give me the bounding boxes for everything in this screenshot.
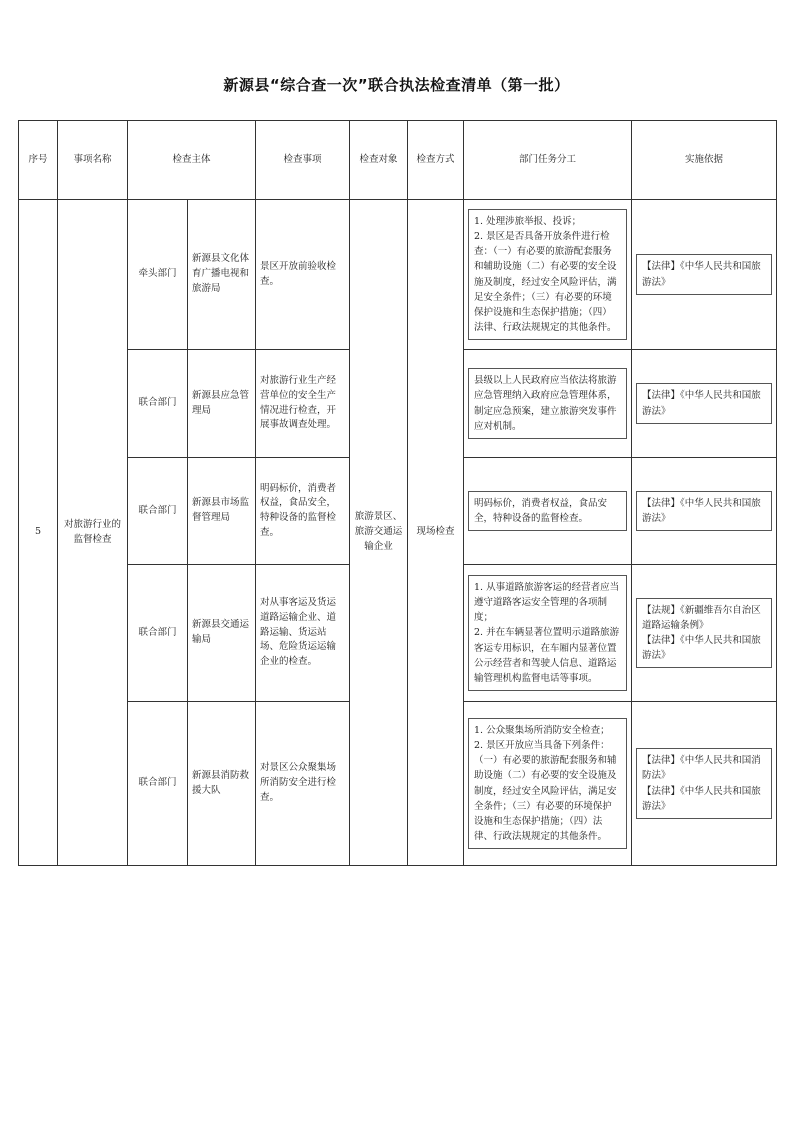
role-cell: 联合部门 <box>128 565 188 702</box>
basis-cell <box>632 565 777 702</box>
role-cell: 牵头部门 <box>128 200 188 350</box>
header-row <box>19 121 777 200</box>
header-serial: 序号 <box>19 121 58 200</box>
method-cell: 现场检查 <box>408 200 464 866</box>
header-method: 检查方式 <box>408 121 464 200</box>
basis-cell <box>632 702 777 866</box>
basis-cell <box>632 200 777 350</box>
role-cell: 联合部门 <box>128 702 188 866</box>
header-matters: 检查事项 <box>256 121 350 200</box>
dept-cell: 新源县消防救援大队 <box>188 702 256 866</box>
item-name-cell: 对旅游行业的监督检查 <box>58 200 128 866</box>
header-basis: 实施依据 <box>632 121 777 200</box>
tasks-cell <box>464 350 632 458</box>
dept-cell: 新源县交通运输局 <box>188 565 256 702</box>
serial-cell: 5 <box>19 200 58 866</box>
inspection-table <box>18 120 777 866</box>
tasks-text: 明码标价，消费者权益，食品安全，特种设备的监督检查。 <box>468 491 627 531</box>
basis-text: 【法律】《中华人民共和国旅游法》 <box>636 383 772 423</box>
basis-text: 【法律】《中华人民共和国旅游法》 <box>636 254 772 294</box>
tasks-text: 1. 公众聚集场所消防安全检查； 2. 景区开放应当具备下列条件：（一）有必要的旅游配套服务和辅助设施（二）有必要的安全设施及制度，经过安全风险评估，满足安全条件；（三）有必要的环境保护设施和生态保护措施；（四）法律、行政法规规定的其他条件。 <box>468 718 627 850</box>
dept-cell: 新源县应急管理局 <box>188 350 256 458</box>
header-subject: 检查主体 <box>128 121 256 200</box>
tasks-cell <box>464 458 632 565</box>
header-target: 检查对象 <box>350 121 408 200</box>
dept-cell: 新源县文化体育广播电视和旅游局 <box>188 200 256 350</box>
header-tasks: 部门任务分工 <box>464 121 632 200</box>
target-cell: 旅游景区、旅游交通运输企业 <box>350 200 408 866</box>
basis-cell <box>632 458 777 565</box>
basis-text: 【法律】《中华人民共和国旅游法》 <box>636 491 772 531</box>
tasks-text: 1. 从事道路旅游客运的经营者应当遵守道路客运安全管理的各项制度； 2. 并在车辆显著位置明示道路旅游客运专用标识，在车厢内显著位置公示经营者和驾驶人信息、道路运输管理机构监督电话等事项。 <box>468 575 627 691</box>
tasks-cell <box>464 200 632 350</box>
matters-cell: 景区开放前验收检查。 <box>256 200 350 350</box>
document-title: 新源县“综合查一次”联合执法检查清单（第一批） <box>223 76 570 94</box>
matters-cell: 明码标价，消费者权益，食品安全，特种设备的监督检查。 <box>256 458 350 565</box>
role-cell: 联合部门 <box>128 350 188 458</box>
tasks-cell <box>464 565 632 702</box>
matters-cell: 对景区公众聚集场所消防安全进行检查。 <box>256 702 350 866</box>
tasks-text: 1. 处理涉旅举报、投诉； 2. 景区是否具备开放条件进行检查：（一）有必要的旅游配套服务和辅助设施（二）有必要的安全设施及制度，经过安全风险评估，满足安全条件；（三）有必要的环境保护设施和生态保护措施；（四）法律、行政法规规定的其他条件。 <box>468 209 627 341</box>
tasks-text: 县级以上人民政府应当依法将旅游应急管理纳入政府应急管理体系，制定应急预案，建立旅游突发事件应对机制。 <box>468 368 627 439</box>
matters-cell: 对从事客运及货运道路运输企业、道路运输、货运站场、危险货运运输企业的检查。 <box>256 565 350 702</box>
role-cell: 联合部门 <box>128 458 188 565</box>
tasks-cell <box>464 702 632 866</box>
table-row <box>19 200 777 350</box>
basis-text: 【法律】《中华人民共和国消防法》 【法律】《中华人民共和国旅游法》 <box>636 748 772 819</box>
dept-cell: 新源县市场监督管理局 <box>188 458 256 565</box>
header-item: 事项名称 <box>58 121 128 200</box>
basis-text: 【法规】《新疆维吾尔自治区道路运输条例》 【法律】《中华人民共和国旅游法》 <box>636 598 772 669</box>
basis-cell <box>632 350 777 458</box>
matters-cell: 对旅游行业生产经营单位的安全生产情况进行检查，开展事故调查处理。 <box>256 350 350 458</box>
